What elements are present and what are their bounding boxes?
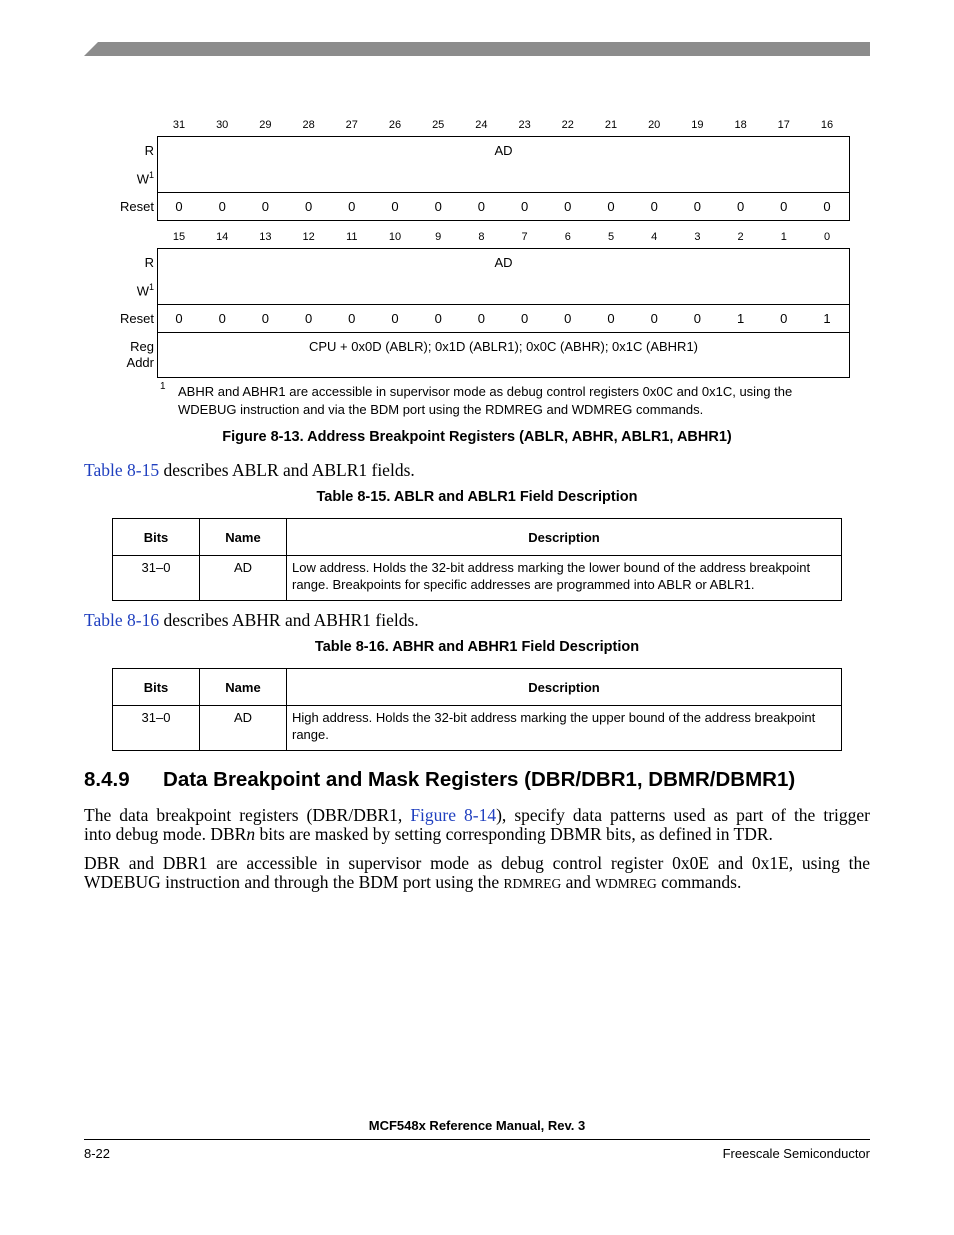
bit-number: 5 (607, 231, 615, 243)
reset-value: 0 (477, 311, 485, 326)
footer-rule (84, 1139, 870, 1140)
intro-paragraph-1: Table 8-15 describes ABLR and ABLR1 fields. (84, 460, 415, 480)
bit-number: 4 (651, 231, 658, 243)
cell-name: AD (200, 556, 287, 601)
reset-value: 0 (693, 311, 701, 326)
header-bar (84, 42, 870, 56)
reset-value: 0 (736, 199, 745, 214)
register-field-box-top (157, 136, 850, 193)
column-header-name: Name (200, 519, 287, 556)
reset-value: 0 (175, 199, 183, 214)
bit-number: 22 (561, 119, 574, 131)
section-number: 8.4.9 (84, 768, 130, 791)
reset-value: 0 (175, 311, 183, 326)
cell-bits: 31–0 (113, 706, 200, 751)
column-header-name: Name (200, 669, 287, 706)
row-label-reset: Reset (120, 311, 154, 326)
table-row (113, 556, 842, 601)
intro-paragraph-2: Table 8-16 describes ABHR and ABHR1 fields. (84, 610, 419, 630)
reset-value: 0 (650, 199, 658, 214)
bit-number: 15 (172, 231, 186, 243)
reset-value: 0 (780, 199, 788, 214)
bit-number: 17 (777, 119, 790, 131)
bit-number: 10 (388, 231, 402, 243)
bit-number: 26 (388, 119, 402, 131)
footer-manual-title: MCF548x Reference Manual, Rev. 3 (368, 1118, 586, 1133)
reset-value: 0 (261, 311, 269, 326)
register-field-box-bottom (157, 248, 850, 305)
row-label-reset: Reset (120, 199, 154, 214)
table-title-8-16: Table 8-16. ABHR and ABHR1 Field Description (314, 639, 640, 655)
cell-description: Low address. Holds the 32-bit address marking the lower bound of the address breakpoint range. Breakpoints for specific addresses are programmed into ABLR or ABLR1. (287, 556, 842, 601)
field-name-ad: AD (494, 255, 513, 270)
bit-number: 30 (216, 119, 229, 131)
bit-number: 2 (737, 231, 744, 243)
table-8-16-link[interactable]: Table 8-16 (84, 610, 160, 630)
reg-addr-box (157, 332, 850, 378)
reset-value: 0 (564, 199, 572, 214)
reset-value: 0 (348, 199, 356, 214)
row-label-r: R (144, 255, 154, 270)
cell-bits: 31–0 (113, 556, 200, 601)
reset-value: 0 (391, 311, 399, 326)
reset-value: 0 (520, 199, 529, 214)
section-title: Data Breakpoint and Mask Registers (DBR/DBR1, DBMR/DBMR1) (163, 768, 796, 791)
reset-value: 0 (218, 199, 226, 214)
reset-value: 0 (348, 311, 356, 326)
bit-number: 27 (345, 119, 358, 131)
section-heading (84, 768, 795, 792)
bit-number: 0 (823, 231, 831, 243)
bit-number: 18 (734, 119, 747, 131)
body-paragraph-2: DBR and DBR1 are accessible in supervisor mode as debug control register 0x0E and 0x1E, using the WDEBUG instruction and through the BDM port using the RDMREG and WDMREG commands. (84, 853, 870, 892)
reset-value: 0 (564, 311, 572, 326)
bit-number: 19 (691, 119, 704, 131)
reset-value: 0 (391, 199, 399, 214)
bit-number: 7 (521, 231, 528, 243)
bit-number: 29 (259, 119, 272, 131)
reset-value: 0 (780, 311, 788, 326)
figure-8-14-link[interactable]: Figure 8-14 (410, 805, 497, 825)
reset-value: 0 (607, 311, 615, 326)
reset-value: 1 (823, 311, 831, 326)
reset-value: 0 (434, 311, 442, 326)
table-row (113, 706, 842, 751)
bit-number: 24 (475, 119, 488, 131)
reset-value: 0 (304, 311, 313, 326)
column-header-bits: Bits (113, 519, 200, 556)
bit-number: 20 (648, 119, 661, 131)
bit-number: 14 (216, 231, 229, 243)
reset-value: 0 (823, 199, 831, 214)
column-header-description: Description (287, 669, 842, 706)
footer-company: Freescale Semiconductor (722, 1146, 870, 1161)
footer-page-number: 8-22 (84, 1146, 111, 1161)
reset-value: 0 (607, 199, 615, 214)
bit-number: 13 (259, 231, 272, 243)
field-table-8-15 (112, 518, 842, 601)
bit-number: 8 (478, 231, 485, 243)
bit-number: 31 (172, 119, 186, 131)
bit-number: 11 (346, 231, 358, 243)
cell-name: AD (200, 706, 287, 751)
reset-value: 0 (477, 199, 485, 214)
bit-number: 1 (780, 231, 787, 243)
row-label-w: $W^1$ (136, 170, 154, 187)
footnote-text: ABHR and ABHR1 are accessible in supervisor mode as debug control registers 0x0C and 0x1C, using the WDEBUG instruction and via the BDM port using the RDMREG and WDMREG commands. (178, 384, 793, 417)
table-8-15-link[interactable]: Table 8-15 (84, 460, 160, 480)
reset-value: 0 (693, 199, 701, 214)
reg-addr-value: CPU + 0x0D (ABLR); 0x1D (ABLR1); 0x0C (ABHR); 0x1C (ABHR1) (308, 339, 699, 354)
footnote-mark: 1 (160, 381, 166, 392)
row-label-w: $W^1$ (136, 282, 154, 299)
reset-value: 0 (650, 311, 658, 326)
reset-value: 0 (520, 311, 529, 326)
bit-number: 23 (518, 119, 531, 131)
bit-number: 21 (604, 119, 618, 131)
row-label-r: R (144, 143, 154, 158)
body-paragraph-1: The data breakpoint registers (DBR/DBR1, Figure 8-14), specify data patterns used as part of the trigger into debug mode. DBRn bits are masked by setting corresponding DBMR bits, as defined in TDR. (84, 805, 870, 844)
column-header-bits: Bits (113, 669, 200, 706)
reset-value: 0 (304, 199, 313, 214)
figure-caption: Figure 8-13. Address Breakpoint Registers (ABLR, ABHR, ABLR1, ABHR1) (222, 429, 732, 445)
field-name-ad: AD (494, 143, 513, 158)
bit-number: 28 (302, 119, 315, 131)
reset-value: 0 (434, 199, 442, 214)
bit-number: 16 (820, 119, 834, 131)
field-table-8-16 (112, 668, 842, 751)
reg-addr-label: Reg Addr (126, 339, 154, 370)
reset-value: 0 (261, 199, 269, 214)
table-title-8-15: Table 8-15. ABLR and ABLR1 Field Description (316, 489, 638, 505)
bit-number: 6 (564, 231, 571, 243)
reset-value: 1 (736, 311, 745, 326)
bit-number: 25 (432, 119, 445, 131)
cell-description: High address. Holds the 32-bit address marking the upper bound of the address breakpoint range. (287, 706, 842, 751)
bit-number: 3 (694, 231, 701, 243)
reset-value: 0 (218, 311, 226, 326)
bit-number: 9 (435, 231, 442, 243)
column-header-description: Description (287, 519, 842, 556)
bit-number: 12 (302, 231, 315, 243)
